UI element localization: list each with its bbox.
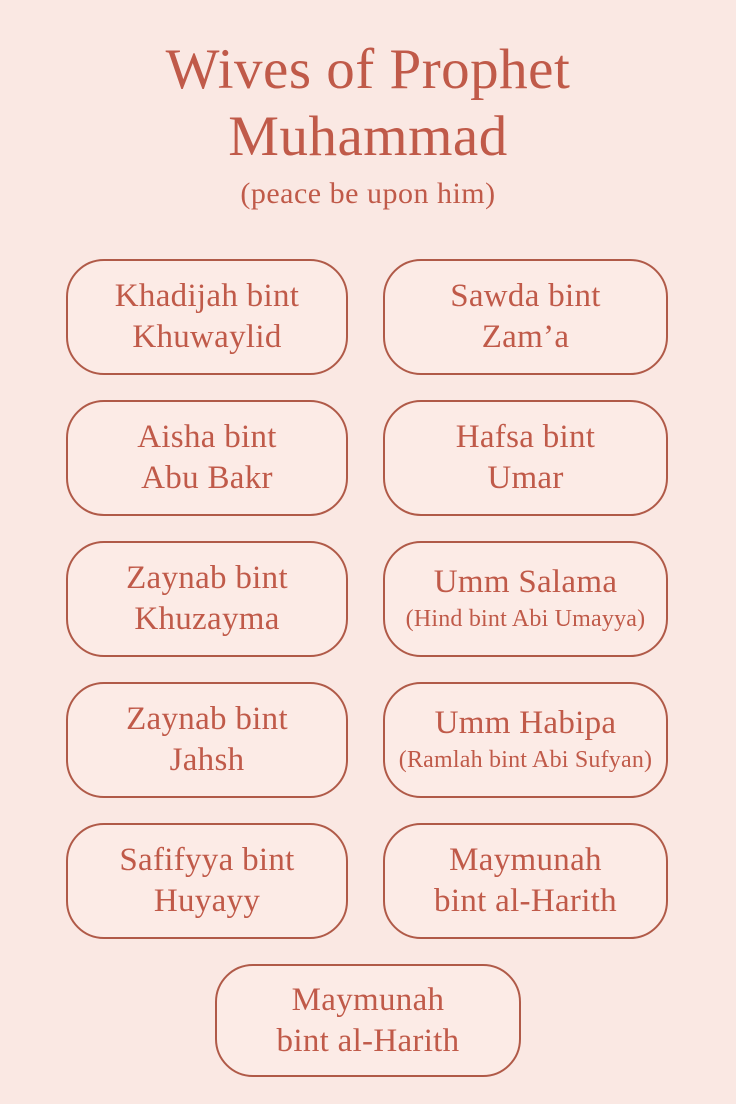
- wife-name-line: bint al-Harith: [276, 1022, 460, 1059]
- wife-name-line: Safifyya bint: [119, 842, 295, 878]
- wife-name-line: Sawda bint: [450, 278, 601, 314]
- wife-card-hafsa: [383, 400, 668, 516]
- page-title-line2: Muhammad: [228, 105, 508, 168]
- wife-card-zaynab-khuzayma: [66, 541, 348, 657]
- poster-header: [0, 36, 736, 213]
- wife-card-maymunah: [383, 823, 668, 939]
- wife-card-umm-habipa: [383, 682, 668, 798]
- page-title: [0, 36, 736, 170]
- wife-name-line: Zam’a: [481, 319, 570, 355]
- wife-subname-line: (Ramlah bint Abi Sufyan): [398, 747, 653, 773]
- wife-name-line: Khuwaylid: [132, 319, 282, 355]
- wife-name-line: Umar: [487, 460, 564, 496]
- wife-card-maymunah-bottom: [215, 964, 521, 1077]
- wives-grid: [66, 259, 668, 939]
- wife-name-line: Zaynab bint: [126, 701, 288, 737]
- page-title-line1: Wives of Prophet: [165, 38, 571, 101]
- wife-name-line: Maymunah: [449, 842, 602, 878]
- wife-card-safifyya: [66, 823, 348, 939]
- wife-name-line: Jahsh: [169, 742, 245, 778]
- wife-card-umm-salama: [383, 541, 668, 657]
- wife-name-line: Umm Habipa: [434, 705, 617, 741]
- wife-name-line: Aisha bint: [137, 419, 277, 455]
- wife-name-line: Abu Bakr: [141, 460, 273, 496]
- wife-name-line: Maymunah: [291, 981, 445, 1018]
- wife-subname-line: (Hind bint Abi Umayya): [405, 606, 646, 632]
- wife-name-line: Khuzayma: [134, 601, 280, 637]
- wife-name-line: Umm Salama: [433, 564, 618, 600]
- wife-name-line: Hafsa bint: [455, 419, 596, 455]
- wife-card-sawda: [383, 259, 668, 375]
- wife-card-aisha: [66, 400, 348, 516]
- wife-card-zaynab-jahsh: [66, 682, 348, 798]
- wife-card-khadijah: [66, 259, 348, 375]
- wife-name-line: bint al-Harith: [434, 883, 617, 919]
- wife-name-line: Huyayy: [153, 883, 261, 919]
- page-subtitle: (peace be upon him): [240, 177, 496, 210]
- wife-name-line: Zaynab bint: [126, 560, 288, 596]
- wife-name-line: Khadijah bint: [114, 278, 300, 314]
